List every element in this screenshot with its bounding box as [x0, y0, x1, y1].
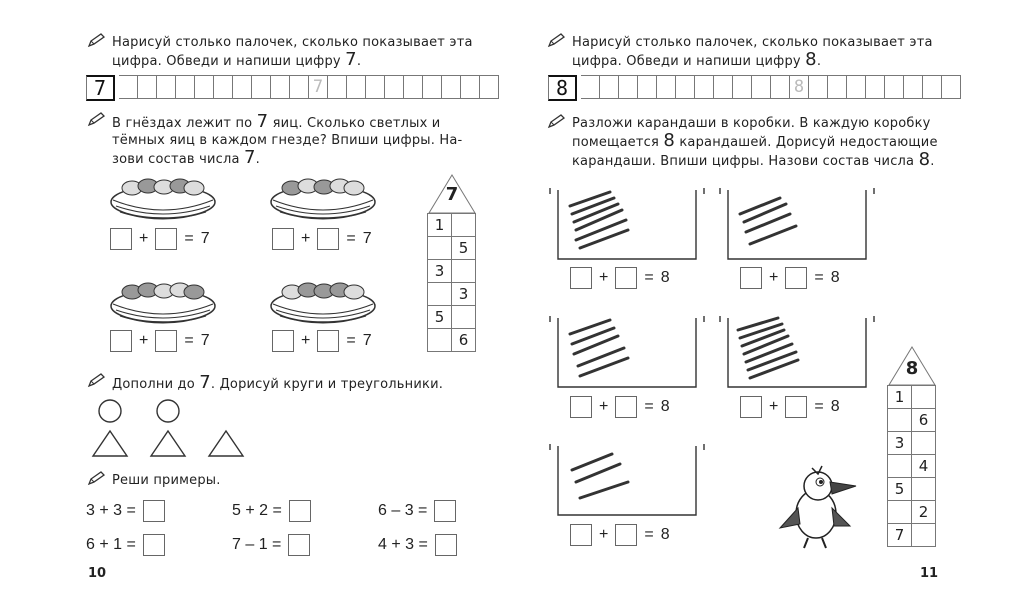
example: 4 + 3 =	[378, 534, 457, 556]
task-text-line2: цифра. Обведи и напиши цифру 8.	[572, 49, 822, 70]
number-house-7	[428, 174, 476, 354]
strip-cell[interactable]	[119, 75, 138, 99]
strip-cell[interactable]	[290, 75, 309, 99]
strip-cell[interactable]	[385, 75, 404, 99]
task-text-line3: зови состав числа 7.	[112, 147, 260, 168]
strip-cell[interactable]	[176, 75, 195, 99]
strip-cell[interactable]	[752, 75, 771, 99]
house-cell[interactable]: 5	[451, 236, 476, 260]
answer-box[interactable]	[740, 396, 762, 418]
answer-box[interactable]	[615, 396, 637, 418]
nest-illustration	[268, 274, 378, 324]
answer-box[interactable]	[289, 500, 311, 522]
house-cell[interactable]	[911, 523, 936, 547]
strip-cell[interactable]	[461, 75, 480, 99]
pencil-icon	[548, 114, 566, 128]
task-nests	[112, 113, 492, 168]
strip-cell[interactable]	[676, 75, 695, 99]
house-cell[interactable]	[887, 500, 912, 524]
nest-equation: + = 7	[272, 330, 372, 352]
house-cell[interactable]: 4	[911, 454, 936, 478]
answer-box[interactable]	[615, 524, 637, 546]
pencil-icon	[88, 33, 106, 47]
example: 5 + 2 =	[232, 500, 311, 522]
answer-box[interactable]	[785, 396, 807, 418]
house-cell[interactable]	[427, 236, 452, 260]
page-number: 11	[920, 566, 939, 581]
strip-cell[interactable]	[885, 75, 904, 99]
strip-cell[interactable]	[442, 75, 461, 99]
right-page	[512, 0, 1024, 600]
strip-cell[interactable]	[657, 75, 676, 99]
box-equation: + = 8	[740, 396, 840, 418]
answer-box[interactable]	[143, 500, 165, 522]
pencil-icon	[88, 112, 106, 126]
strip-cell[interactable]	[404, 75, 423, 99]
pencil-icon	[88, 471, 106, 485]
strip-cell[interactable]	[828, 75, 847, 99]
task-draw-sticks-8	[572, 34, 952, 70]
answer-box[interactable]	[317, 228, 339, 250]
strip-cell[interactable]	[366, 75, 385, 99]
task-text-line3: карандаши. Впиши цифры. Назови состав числа 8.	[572, 149, 935, 170]
strip-digit: 8	[548, 75, 577, 101]
house-cell[interactable]	[427, 282, 452, 306]
nest-equation: + = 7	[110, 228, 210, 250]
nest-illustration	[108, 274, 218, 324]
answer-box[interactable]	[110, 330, 132, 352]
triangle-shape	[93, 431, 127, 456]
box-equation: + = 8	[570, 396, 670, 418]
answer-box[interactable]	[570, 267, 592, 289]
house-cell[interactable]: 5	[887, 477, 912, 501]
house-cell[interactable]	[911, 431, 936, 455]
task-pencil-boxes	[572, 115, 962, 170]
answer-box[interactable]	[317, 330, 339, 352]
answer-box[interactable]	[155, 330, 177, 352]
answer-box[interactable]	[110, 228, 132, 250]
strip-trace-cell[interactable]: 8	[790, 75, 809, 99]
strip-cell[interactable]	[328, 75, 347, 99]
house-cell[interactable]: 6	[451, 328, 476, 352]
box-equation: + = 8	[570, 524, 670, 546]
house-cell[interactable]: 7	[887, 523, 912, 547]
strip-digit: 7	[86, 75, 115, 101]
shapes-group	[92, 398, 252, 460]
pencil-box	[548, 442, 703, 517]
house-top-number: 7	[445, 184, 459, 205]
house-cell[interactable]: 3	[451, 282, 476, 306]
pencil-box	[718, 314, 873, 389]
triangle-shape	[151, 431, 185, 456]
strip-cell[interactable]	[480, 75, 499, 99]
answer-box[interactable]	[785, 267, 807, 289]
strip-cell[interactable]	[847, 75, 866, 99]
box-equation: + = 8	[740, 267, 840, 289]
house-cell[interactable]	[911, 385, 936, 409]
answer-box[interactable]	[570, 396, 592, 418]
nest-equation: + = 7	[272, 228, 372, 250]
pencil-box	[718, 186, 873, 261]
nest-illustration	[268, 170, 378, 220]
crow-illustration	[774, 462, 864, 552]
task-text-line2: цифра. Обведи и напиши цифру 7.	[112, 49, 362, 70]
digit-strip-8	[548, 75, 961, 99]
strip-cell[interactable]	[942, 75, 961, 99]
task-draw-sticks-7	[112, 34, 492, 70]
task-text-line2: помещается 8 карандашей. Дорисуй недостающие	[572, 130, 938, 151]
answer-box[interactable]	[570, 524, 592, 546]
strip-cell[interactable]	[809, 75, 828, 99]
house-cell[interactable]	[451, 213, 476, 237]
page-number: 10	[88, 566, 107, 581]
box-equation: + = 8	[570, 267, 670, 289]
circle-shape	[99, 400, 121, 422]
house-cell[interactable]: 1	[887, 385, 912, 409]
example: 7 – 1 =	[232, 534, 310, 556]
pencil-icon	[88, 373, 106, 387]
number-house-8	[888, 346, 936, 550]
strip-cell[interactable]	[771, 75, 790, 99]
answer-box[interactable]	[434, 500, 456, 522]
task-text-line1: Нарисуй столько палочек, сколько показывает эта	[112, 35, 473, 50]
house-cell[interactable]: 1	[427, 213, 452, 237]
strip-cell[interactable]	[600, 75, 619, 99]
task-text-line1: В гнёздах лежит по 7 яиц. Сколько светлых и	[112, 111, 441, 132]
strip-cell[interactable]	[347, 75, 366, 99]
strip-cell[interactable]	[271, 75, 290, 99]
strip-cell[interactable]	[695, 75, 714, 99]
house-grid	[888, 386, 936, 547]
answer-box[interactable]	[435, 534, 457, 556]
example: 6 + 1 =	[86, 534, 165, 556]
house-cell[interactable]	[887, 408, 912, 432]
nest-illustration	[108, 170, 218, 220]
house-cell[interactable]: 3	[887, 431, 912, 455]
strip-cell[interactable]	[714, 75, 733, 99]
task-text-line2: тёмных яиц в каждом гнезде? Впиши цифры. На-	[112, 133, 463, 148]
strip-cell[interactable]	[252, 75, 271, 99]
house-cell[interactable]	[451, 259, 476, 283]
strip-cell[interactable]	[423, 75, 442, 99]
house-cell[interactable]	[451, 305, 476, 329]
task-complete-to-7: Дополни до 7. Дорисуй круги и треугольники.	[112, 374, 443, 393]
strip-cell[interactable]	[904, 75, 923, 99]
circle-shape	[157, 400, 179, 422]
answer-box[interactable]	[143, 534, 165, 556]
answer-box[interactable]	[272, 330, 294, 352]
strip-cell[interactable]	[923, 75, 942, 99]
nest-equation: + = 7	[110, 330, 210, 352]
house-cell[interactable]	[427, 328, 452, 352]
house-cell[interactable]: 6	[911, 408, 936, 432]
strip-cell[interactable]	[638, 75, 657, 99]
strip-cell[interactable]	[733, 75, 752, 99]
house-cell[interactable]	[887, 454, 912, 478]
house-cell[interactable]	[911, 477, 936, 501]
answer-box[interactable]	[615, 267, 637, 289]
strip-cell[interactable]	[866, 75, 885, 99]
strip-trace-cell[interactable]: 7	[309, 75, 328, 99]
answer-box[interactable]	[155, 228, 177, 250]
triangle-shape	[209, 431, 243, 456]
house-cell[interactable]: 2	[911, 500, 936, 524]
house-grid	[428, 214, 476, 352]
strip-cell[interactable]	[138, 75, 157, 99]
pencil-box	[548, 186, 703, 261]
strip-cell[interactable]	[233, 75, 252, 99]
task-text-line1: Нарисуй столько палочек, сколько показывает эта	[572, 35, 933, 50]
strip-cell[interactable]	[581, 75, 600, 99]
strip-cell[interactable]	[619, 75, 638, 99]
answer-box[interactable]	[288, 534, 310, 556]
strip-cell[interactable]	[214, 75, 233, 99]
answer-box[interactable]	[272, 228, 294, 250]
example: 6 – 3 =	[378, 500, 456, 522]
pencil-icon	[548, 33, 566, 47]
task-text-line1: Разложи карандаши в коробки. В каждую коробку	[572, 116, 931, 131]
digit-strip-7	[86, 75, 499, 99]
house-cell[interactable]: 5	[427, 305, 452, 329]
task-solve-examples: Реши примеры.	[112, 472, 221, 489]
house-cell[interactable]: 3	[427, 259, 452, 283]
house-top-number: 8	[905, 358, 919, 379]
strip-cell[interactable]	[157, 75, 176, 99]
answer-box[interactable]	[740, 267, 762, 289]
strip-cell[interactable]	[195, 75, 214, 99]
pencil-box	[548, 314, 703, 389]
example: 3 + 3 =	[86, 500, 165, 522]
